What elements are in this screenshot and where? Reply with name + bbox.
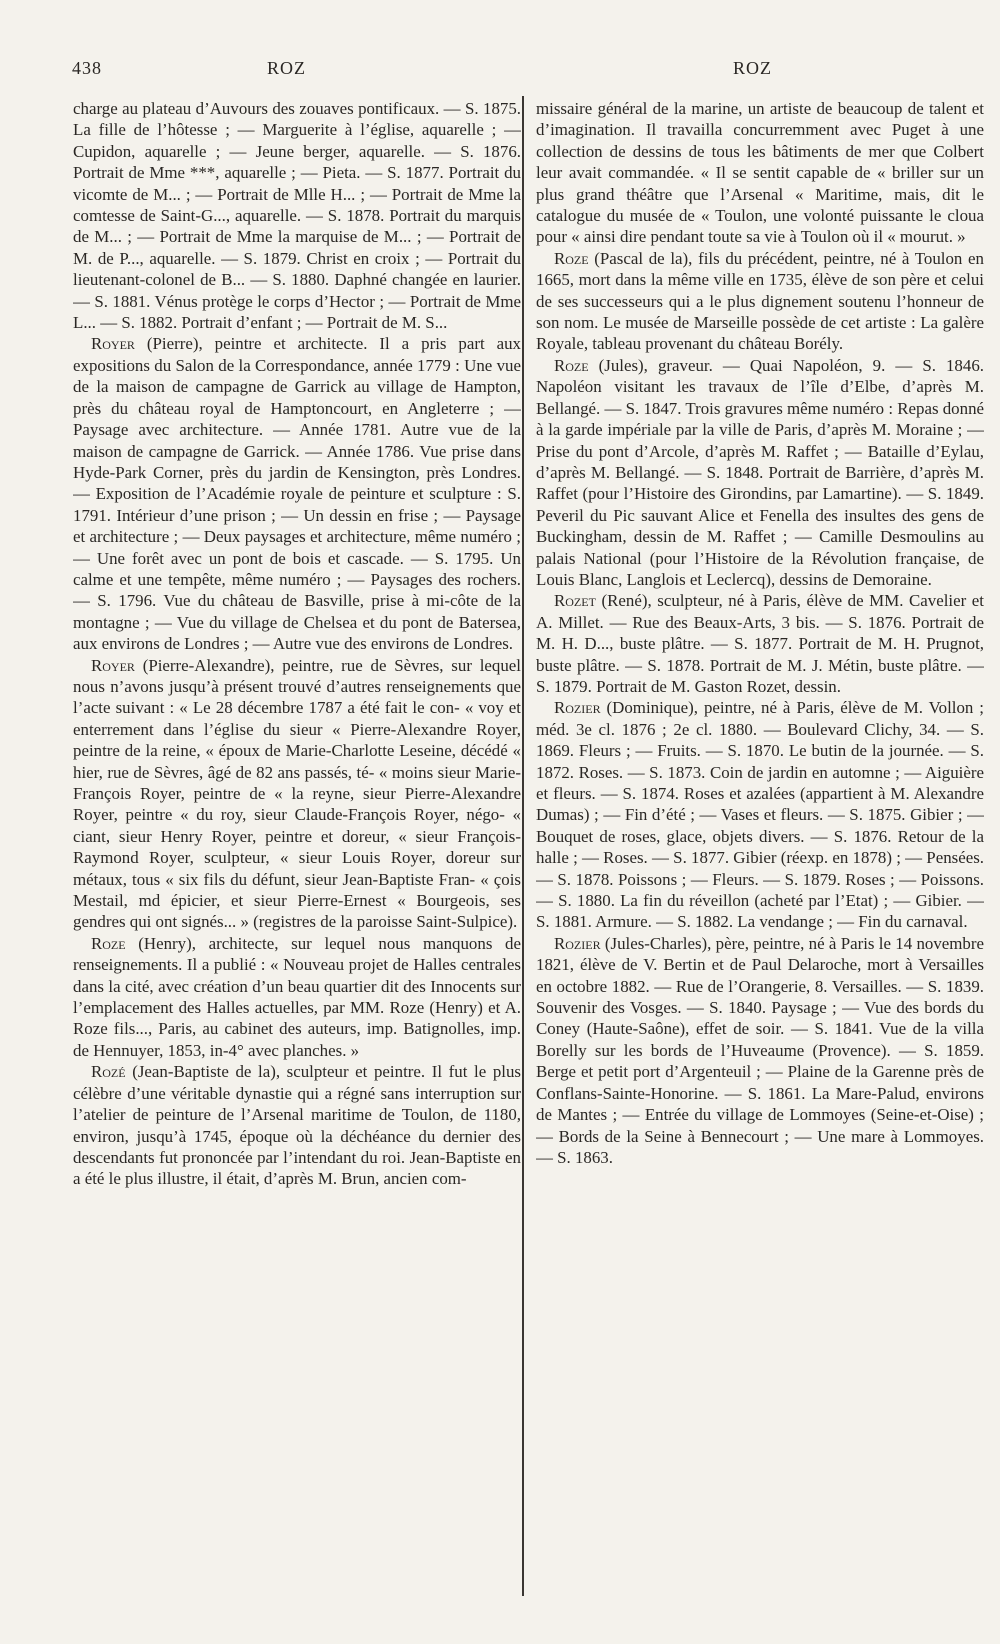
entry-name: Rozier [554,933,601,953]
entry-continuation: charge au plateau d’Auvours des zouaves pontificaux. — S. 1875. La fille de l’hôtesse ; — Marguerite à l’église, aquarelle ; — Cupidon, aquarelle ; — Jeune berger, aquarelle. — S. 1876. Portrait de Mme ***, aquarelle ; — Pieta. — S. 1877. Portrait du vicomte de M... ; — Portrait de Mlle H... ; — Portrait de Mme la comtesse de Saint-G..., aquarelle. — S. 1878. Portrait du marquis de M... ; — Portrait de Mme la marquise de M... ; — Portrait de M. de P..., aquarelle. — S. 1879. Christ en croix ; — Portrait du lieutenant-colonel de B... — S. 1880. Daphné changée en laurier. — S. 1881. Vénus protège le corps d’Hector ; — Portrait de Mme L... — S. 1882. Portrait d’enfant ; — Portrait de M. S... [73,99,521,333]
entry-royer-pierre [73,333,521,654]
left-column [73,98,521,1608]
entry-continuation: missaire général de la marine, un artiste de beaucoup de talent et d’imagination. Il travailla concurremment avec Puget à une collection de dessins de tous les bâtiments de mer que Colbert leur avait commandée. « Il se sentit capable de « briller sur un plus grand théâtre que l’Arsenal « Maritime, mais, dit le catalogue du musée de « Toulon, une volonté puissante le cloua pour « ainsi dire pendant toute sa vie à Toulon où il « mourut. » [536,99,984,247]
entry-rozier-dominique [536,697,984,932]
entry-roze-jean-baptiste [73,1061,521,1189]
entry-name: Royer [91,655,135,675]
entry-body: (Pierre), peintre et architecte. Il a pris part aux expositions du Salon de la Correspondance, année 1779 : Une vue de la maison de campagne de Garrick au village de Hampton, près du château royal de Hamptoncourt, en Angleterre ; — Paysage avec architecture. — Année 1781. Autre vue de la maison de campagne de Garrick. — Année 1786. Vue prise dans Hyde-Park Corner, près du jardin de Kensington, près Londres. — Exposition de l’Académie royale de peinture et sculpture : S. 1791. Intérieur d’une prison ; — Un dessin en frise ; — Paysage et architecture ; — Deux paysages et architecture, même numéro ; — Une forêt avec un pont de bois et cascade. — S. 1795. Un calme et une tempête, même numéro ; — Paysages des rochers. — S. 1796. Vue du château de Basville, prise à mi-côte de la montagne ; — Vue du village de Chelsea et du pont de Batersea, aux environs de Londres ; — Autre vue des environs de Londres. [73,334,521,654]
page-header [0,58,1000,88]
entry-body: (Pascal de la), fils du précédent, peintre, né à Toulon en 1665, mort dans la même ville en 1735, élève de son père et celui de ses successeurs qui a le plus dignement soutenu l’honneur de son nom. Le musée de Marseille possède de cet artiste : La galère Royale, tableau provenant du château Borély. [536,248,984,354]
page-number: 438 [72,58,102,78]
running-head-left: ROZ [267,58,306,78]
entry-roze-jules [536,355,984,590]
entry-body: (Jean-Baptiste de la), sculpteur et peintre. Il fut le plus célèbre d’une véritable dynastie qui a régné sans interruption sur l’atelier de peinture de l’Arsenal maritime de Toulon, de 1180, environ, jusqu’à 1745, époque où la déchéance du dernier des descendants fut prononcée par l’intendant du roi. Jean-Baptiste en a été le plus illustre, il était, d’après M. Brun, ancien com- [73,1062,521,1189]
entry-name: Royer [91,334,135,354]
entry-roze-pascal [536,248,984,355]
entry-royer-pierre-alexandre [73,655,521,933]
entry-body: (Jules), graveur. — Quai Napoléon, 9. — S. 1846. Napoléon visitant les travaux de l’île d’Elbe, d’après M. Bellangé. — S. 1847. Trois gravures même numéro : Repas donné à la garde impériale par la ville de Paris, d’après M. Moraine ; — Prise du pont d’Arcole, d’après M. Raffet ; — Bataille d’Eylau, d’après M. Bellangé. — S. 1848. Portrait de Barrière, d’après M. Raffet (pour l’Histoire des Girondins, par Lamartine). — S. 1849. Peveril du Pic sauvant Alice et Fenella des insultes des gens de Buckingham, dessin de M. Raffet ; — Camille Desmoulins au palais National (pour l’Histoire de la Révolution française, de Louis Blanc, Langlois et Leclercq), dessins de Demoraine. [536,355,984,589]
entry-name: Rozet [554,591,596,611]
entry-name: Roze [554,248,589,268]
right-column [536,98,984,1608]
entry-roze-henry [73,933,521,1061]
entry-name: Roze [91,933,126,953]
entry-name: Rozier [554,698,601,718]
entry-body: (Jules-Charles), père, peintre, né à Paris le 14 novembre 1821, élève de V. Bertin et de Paul Delaroche, mort à Versailles en octobre 1882. — Rue de l’Orangerie, 8. Versailles. — S. 1839. Souvenir des Vosges. — S. 1840. Paysage ; — Vue des bords du Coney (Haute-Saône), effet de soir. — S. 1841. Vue de la villa Borelly sur les bords de l’Huveaume (Provence). — S. 1859. Berge et petit port d’Argenteuil ; — Plaine de la Garenne près de Conflans-Sainte-Honorine. — S. 1861. La Mare-Palud, environs de Mantes ; — Entrée du village de Lommoyes (Seine-et-Oise) ; — Bords de la Seine à Bennecourt ; — Une mare à Lommoyes. — S. 1863. [536,933,984,1167]
entry-body: (Pierre-Alexandre), peintre, rue de Sèvres, sur lequel nous n’avons jusqu’à présent trouvé d’autres renseignements que l’acte suivant : « Le 28 décembre 1787 a été fait le con- « voy et enterrement dans l’église du sieur « Pierre-Alexandre Royer, peintre de la reine, « époux de Marie-Charlotte Leseine, décédé « hier, rue de Sèvres, âgé de 82 ans passés, té- « moins sieur Marie-François Royer, peintre de « la reyne, sieur Pierre-Alexandre Royer, peintre « du roy, sieur Claude-François Royer, négo- « ciant, sieur Henry Royer, peintre et doreur, « sieur François-Raymond Royer, sculpteur, « sieur Louis Royer, doreur sur métaux, tous « six fils du défunt, sieur Jean-Baptiste Fran- « çois Mestail, md épicier, et sieur Pierre-Ernest « Bourgeois, ses gendres qui ont signés... » (registres de la paroisse Saint-Sulpice). [73,655,521,932]
entry-rozier-jules-charles [536,933,984,1168]
entry-body: (Dominique), peintre, né à Paris, élève de M. Vollon ; méd. 3e cl. 1876 ; 2e cl. 1880. — Boulevard Clichy, 34. — S. 1869. Fleurs ; — Fruits. — S. 1870. Le butin de la journée. — S. 1872. Roses. — S. 1873. Coin de jardin en automne ; — Aiguière et fleurs. — S. 1874. Roses et azalées (appartient à M. Alexandre Dumas) ; — Fin d’été ; — Vases et fleurs. — S. 1875. Gibier ; — Bouquet de roses, glace, objets divers. — S. 1876. Retour de la halle ; — Roses. — S. 1877. Gibier (réexp. en 1878) ; — Pensées. — S. 1878. Poissons ; — Fleurs. — S. 1879. Roses ; — Poissons. — S. 1880. La fin du réveillon (acheté par l’Etat) ; — Gibier. — S. 1881. Armure. — S. 1882. La vendange ; — Fin du carnaval. [536,698,984,932]
running-head-right: ROZ [733,58,772,78]
entry-name: Roze [554,355,589,375]
entry-rozet-rene [536,590,984,697]
entry-name: Rozé [91,1062,126,1082]
entry-body: (Henry), architecte, sur lequel nous manquons de renseignements. Il a publié : « Nouveau projet de Halles centrales dans la cité, avec création d’un beau quartier dit des Innocents sur l’emplacement des Halles actuelles, par MM. Roze (Henry) et A. Roze fils..., Paris, au cabinet des auteurs, imp. Batignolles, imp. de Hennuyer, 1853, in-4° avec planches. » [73,933,521,1060]
column-rule [522,96,524,1596]
entry-body: (René), sculpteur, né à Paris, élève de MM. Cavelier et A. Millet. — Rue des Beaux-Arts, 3 bis. — S. 1876. Portrait de M. H. D..., buste plâtre. — S. 1877. Portrait de M. H. Prugnot, buste plâtre. — S. 1878. Portrait de M. J. Métin, buste plâtre. — S. 1879. Portrait de M. Gaston Rozet, dessin. [536,591,984,696]
